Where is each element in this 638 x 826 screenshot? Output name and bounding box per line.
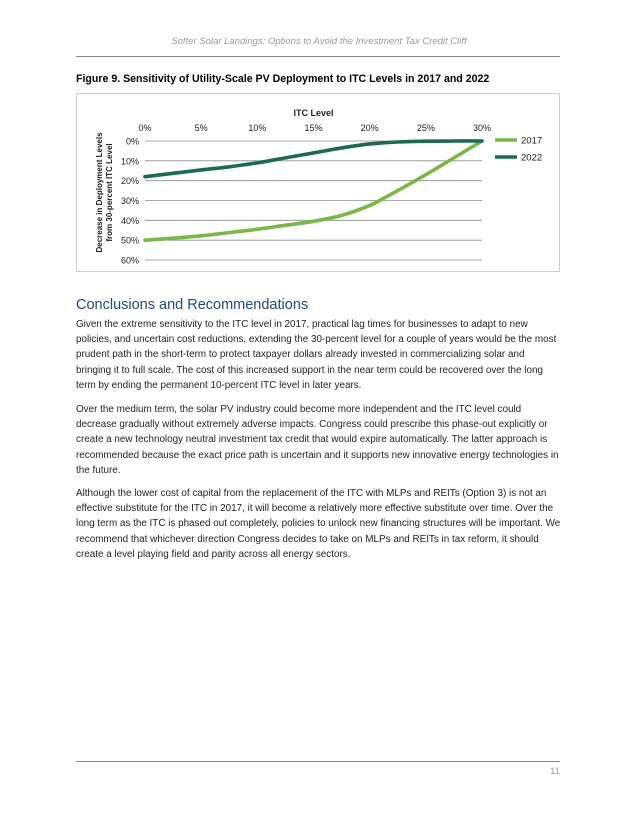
y-tick-label: 10% [120,156,139,167]
y-tick-label: 40% [120,215,139,226]
y-tick-label: 50% [120,235,139,246]
footer-divider [76,761,560,762]
series-line-2017 [145,141,482,240]
x-tick-label: 20% [360,123,379,133]
y-tick-label: 20% [120,176,139,187]
x-tick-label: 0% [138,123,152,133]
paragraph-3: Although the lower cost of capital from the replacement of the ITC with MLPs and REITs (Option 3) is not an effective substitute for the ITC in 2017, it will become a relatively more effective substitute over time. Over the long term as the ITC is phased out completely, policies to unlock new financing structures will be important. We recommend that whichever direction Congress decides to take on MLPs and REITs in tax reform, it should create a level playing field and parity across all energy sectors. [76,488,561,560]
y-axis-title: from 30-percent ITC Level [105,143,114,242]
x-axis-title: ITC Level [293,108,334,118]
running-header: Softer Solar Landings: Options to Avoid the Investment Tax Credit Cliff [171,36,467,47]
chart-container [76,93,560,272]
header-divider [76,56,560,57]
x-tick-label: 25% [416,123,435,133]
x-tick-label: 15% [304,123,323,133]
x-tick-label: 5% [194,123,208,133]
page-number: 11 [550,766,560,777]
legend-label-2017: 2017 [521,135,543,147]
paragraph-2: Over the medium term, the solar PV industry could become more independent and the ITC level could decrease gradually without extremely adverse impacts. Congress could prescribe this phase-out explicitly or create a new technology neutral investment tax credit that would expire automatically. The latter approach is recommended because the exact price path is uncertain and it supports new innovative energy technologies in the future. [76,404,559,476]
paragraph-1: Given the extreme sensitivity to the ITC level in 2017, practical lag times for businesses to adapt to new policies, and uncertain cost reductions, extending the 30-percent level for a couple of years would be the most prudent path in the short-term to protect taxpayer dollars already invested in commercializing solar and bringing it to full scale. The cost of this increased support in the near term could be recovered over the long term by ending the permanent 10-percent ITC level in later years. [76,319,557,391]
x-tick-label: 30% [472,123,492,133]
y-axis-title: Decrease in Deployment Levels [95,132,104,253]
legend-label-2022: 2022 [521,152,543,164]
sensitivity-line-chart [77,94,559,271]
x-tick-label: 10% [248,123,267,133]
y-tick-label: 0% [125,136,139,147]
y-tick-label: 30% [120,196,139,206]
section-heading: Conclusions and Recommendations [76,297,309,313]
figure-caption: Figure 9. Sensitivity of Utility-Scale PV Deployment to ITC Levels in 2017 and 2022 [76,73,490,85]
y-tick-label: 60% [120,255,139,266]
